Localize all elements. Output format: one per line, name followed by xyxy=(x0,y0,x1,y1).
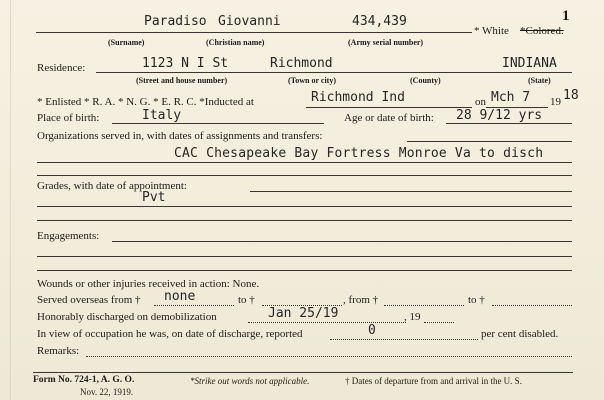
caption-state: (State) xyxy=(528,76,551,85)
footnote-dates: † Dates of departure from and arrival in the U. S. xyxy=(345,376,522,386)
wounds-line: Wounds or other injuries received in action: None. xyxy=(37,278,260,290)
residence-label: Residence: xyxy=(37,62,86,74)
remarks-label: Remarks: xyxy=(37,345,80,357)
age-label: Age or date of birth: xyxy=(344,112,434,124)
disability-value: 0 xyxy=(368,323,376,338)
birthplace-label: Place of birth: xyxy=(37,112,100,124)
footer-rule xyxy=(33,372,573,373)
residence-state-value: INDIANA xyxy=(502,56,557,71)
discharge-year-label: , 19 xyxy=(404,311,421,323)
caption-serial-number: (Army serial number) xyxy=(348,38,424,47)
overseas-to-label-2: to † xyxy=(468,294,485,306)
surname-value: Paradiso xyxy=(144,14,207,29)
overseas-to-underline-2 xyxy=(492,305,572,306)
name-underline xyxy=(36,32,472,33)
birthplace-value: Italy xyxy=(142,108,182,123)
organizations-line-2 xyxy=(37,175,572,176)
birthplace-underline xyxy=(112,123,324,124)
age-value: 28 9/12 yrs xyxy=(456,108,543,123)
disability-underline xyxy=(330,339,478,340)
residence-street-value: 1123 N I St xyxy=(142,56,229,71)
serial-number-value: 434,439 xyxy=(352,14,407,29)
residence-underline xyxy=(96,72,572,73)
disability-label: In view of occupation he was, on date of discharge, reported xyxy=(37,328,303,340)
engagements-line-1 xyxy=(37,256,572,257)
discharge-date-value: Jan 25/19 xyxy=(268,306,339,321)
grade-value: Pvt xyxy=(142,190,166,205)
year-prefix: 19 xyxy=(550,96,561,108)
caption-street: (Street and house number) xyxy=(136,76,228,85)
christian-name-value: Giovanni xyxy=(218,14,281,29)
form-date: Nov. 22, 1919. xyxy=(80,387,134,397)
discharge-year-underline xyxy=(424,322,454,323)
induction-date-value: Mch 7 xyxy=(491,90,531,105)
organizations-value: CAC Chesapeake Bay Fortress Monroe Va to disch xyxy=(174,146,544,161)
organizations-label-underline xyxy=(407,141,572,142)
grades-label: Grades, with date of appointment: xyxy=(37,180,187,192)
form-number: Form No. 724-1, A. G. O. xyxy=(33,375,135,385)
caption-county: (County) xyxy=(410,76,441,85)
overseas-from-label-2: , from † xyxy=(343,294,379,306)
card-number: 1 xyxy=(562,8,570,24)
remarks-underline xyxy=(86,356,572,357)
engagements-line-2 xyxy=(37,270,572,271)
caption-town: (Town or city) xyxy=(288,76,336,85)
card-margin-rule xyxy=(10,0,11,400)
on-label: on xyxy=(475,96,486,108)
grades-line-2 xyxy=(37,220,572,221)
caption-surname: (Surname) xyxy=(108,38,145,47)
race-colored-struck: *Colored. xyxy=(520,25,564,37)
grades-label-underline xyxy=(250,191,572,192)
residence-town-value: Richmond xyxy=(270,56,333,71)
overseas-from-underline-2 xyxy=(384,305,464,306)
organizations-line-1 xyxy=(37,162,572,163)
enlisted-line: * Enlisted * R. A. * N. G. * E. R. C. *Inducted at xyxy=(37,96,254,108)
disability-suffix: per cent disabled. xyxy=(481,328,559,340)
engagements-label: Engagements: xyxy=(37,230,100,242)
discharge-label: Honorably discharged on demobilization xyxy=(37,311,217,323)
inducted-place-value: Richmond Ind xyxy=(311,90,405,105)
overseas-label: Served overseas from † xyxy=(37,294,141,306)
caption-christian-name: (Christian name) xyxy=(206,38,265,47)
race-white-label: * White xyxy=(474,25,509,37)
overseas-from-underline xyxy=(154,305,234,306)
year-suffix-value: 18 xyxy=(563,88,579,103)
overseas-to-label: to † xyxy=(238,294,255,306)
footnote-strike: *Strike out words not applicable. xyxy=(190,376,310,386)
engagements-label-underline xyxy=(112,241,572,242)
inducted-underline xyxy=(306,107,472,108)
overseas-from-value: none xyxy=(164,289,196,304)
age-underline xyxy=(446,123,572,124)
grades-line-1 xyxy=(37,206,572,207)
discharge-underline xyxy=(248,322,406,323)
organizations-label: Organizations served in, with dates of assignments and transfers: xyxy=(37,130,323,142)
